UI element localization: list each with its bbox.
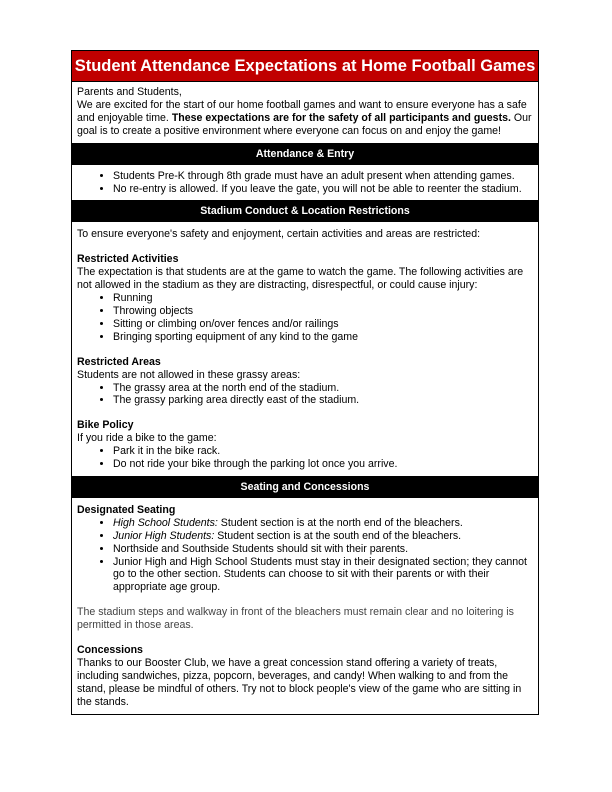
list-item bbox=[113, 517, 533, 530]
attendance-section bbox=[72, 165, 538, 201]
bike-policy-list bbox=[77, 445, 533, 471]
list-item: • Students Pre-K through 8th grade must have an adult present when attending games. bbox=[113, 170, 533, 183]
junior-high-label: Junior High Students: bbox=[113, 529, 215, 542]
junior-high-text: Student section is at the south end of the bleachers. bbox=[214, 529, 462, 542]
conduct-section bbox=[72, 222, 538, 476]
list-item: • The grassy area at the north end of the stadium. bbox=[113, 382, 533, 395]
intro-bold-text: These expectations are for the safety of all participants and guests. bbox=[171, 111, 511, 124]
list-item: • The grassy parking area directly east of the stadium. bbox=[113, 394, 533, 407]
intro-text-1: We are excited for the start of our home football games and want to ensure everyone has a safe and enjoyable time. bbox=[77, 98, 527, 124]
list-item: • Sitting or climbing on/over fences and/or railings bbox=[113, 318, 533, 331]
concessions-title: Concessions bbox=[77, 644, 143, 657]
designated-seating-list bbox=[77, 517, 533, 594]
restricted-activities-text: The expectation is that students are at the game to watch the game. The following activities are not allowed in the stadium as they are distracting, disrespectful, or could cause injury: bbox=[77, 266, 524, 292]
restricted-areas-list bbox=[77, 382, 533, 408]
page-title: Student Attendance Expectations at Home Football Games bbox=[72, 51, 538, 82]
intro-text-2: Our goal is to create a positive environment where everyone can focus on and enjoy the game! bbox=[77, 111, 532, 137]
list-item: • Junior High and High School Students must stay in their designated section; they cannot go to the other section. Students can choose to sit with their parents or with their appropriate age group. bbox=[113, 556, 533, 595]
high-school-label: High School Students: bbox=[113, 516, 218, 529]
list-item: • No re-entry is allowed. If you leave the gate, you will not be able to reenter the stadium. bbox=[113, 183, 533, 196]
conduct-heading: Stadium Conduct & Location Restrictions bbox=[72, 200, 538, 222]
list-item bbox=[113, 530, 533, 543]
bike-policy-text: If you ride a bike to the game: bbox=[77, 432, 217, 445]
list-item: • Running bbox=[113, 292, 533, 305]
list-item: • Do not ride your bike through the parking lot once you arrive. bbox=[113, 458, 533, 471]
attendance-list bbox=[77, 170, 533, 196]
list-item: • Throwing objects bbox=[113, 305, 533, 318]
designated-seating-title: Designated Seating bbox=[77, 503, 176, 516]
greeting: Parents and Students, bbox=[77, 86, 182, 98]
seating-heading: Seating and Concessions bbox=[72, 476, 538, 498]
intro-paragraph bbox=[77, 99, 533, 138]
restricted-areas-text: Students are not allowed in these grassy areas: bbox=[77, 368, 301, 381]
restricted-areas-title: Restricted Areas bbox=[77, 355, 161, 368]
intro-section bbox=[72, 82, 538, 143]
bike-policy-title: Bike Policy bbox=[77, 419, 134, 432]
list-item: • Bringing sporting equipment of any kind to the game bbox=[113, 331, 533, 344]
high-school-text: Student section is at the north end of the bleachers. bbox=[217, 516, 463, 529]
concessions-text: Thanks to our Booster Club, we have a great concession stand offering a variety of treats, including sandwiches, pizza, popcorn, beverages, and candy! When walking to and from the stand, please be mindful of others. Try not to block people's view of the game who are sitting in the stands. bbox=[77, 657, 522, 708]
conduct-intro: To ensure everyone's safety and enjoyment, certain activities and areas are restricted: bbox=[77, 228, 481, 241]
seating-section bbox=[72, 498, 538, 714]
restricted-activities-list bbox=[77, 292, 533, 344]
steps-note: The stadium steps and walkway in front of the bleachers must remain clear and no loitering is permitted in those areas. bbox=[77, 606, 514, 632]
restricted-activities-title: Restricted Activities bbox=[77, 253, 179, 266]
list-item: • Park it in the bike rack. bbox=[113, 445, 533, 458]
document-box bbox=[71, 50, 539, 715]
list-item: • Northside and Southside Students should sit with their parents. bbox=[113, 543, 533, 556]
attendance-heading: Attendance & Entry bbox=[72, 143, 538, 165]
